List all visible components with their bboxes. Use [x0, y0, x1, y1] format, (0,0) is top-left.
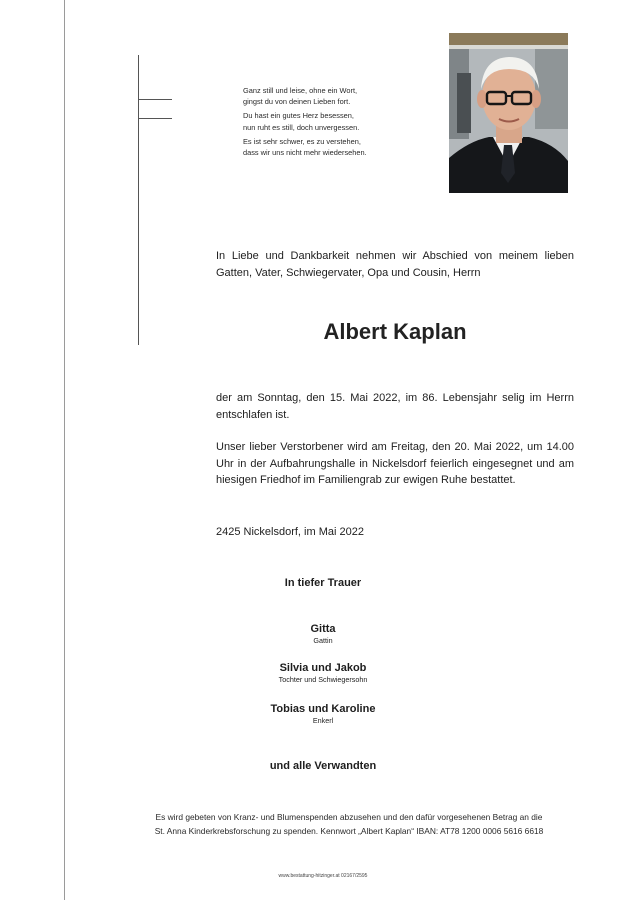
mourner-name: Tobias und Karoline [270, 703, 376, 715]
poem [243, 85, 443, 161]
mourner-name: Gitta [310, 623, 336, 635]
portrait-image [449, 33, 568, 193]
poem-stanza [243, 85, 443, 107]
donation-line: Es wird gebeten von Kranz- und Blumenspenden abzusehen und den dafür vorgesehenen Betrag an die [155, 812, 543, 822]
farewell-intro: In Liebe und Dankbarkeit nehmen wir Abschied von meinem lieben Gatten, Vater, Schwiegervater, Opa und Cousin, Herrn [216, 250, 574, 279]
place-date: 2425 Nickelsdorf, im Mai 2022 [216, 526, 364, 538]
funeral-info: Unser lieber Verstorbener wird am Freitag, den 20. Mai 2022, um 14.00 Uhr in der Aufbahrungshalle in Nickelsdorf feierlich eingesegnet und am hiesigen Friedhof im Familiengrab zur ewigen Ruhe bestattet. [216, 441, 574, 486]
donation-request [64, 811, 634, 838]
cross-bar-lower [138, 118, 172, 119]
donation-line: St. Anna Kinderkrebsforschung zu spenden. Kennwort „Albert Kaplan“ IBAN: AT78 1200 0006 5616 6618 [154, 825, 544, 836]
poem-line: Es ist sehr schwer, es zu verstehen, [243, 136, 361, 146]
funeral-home-footer: www.bestattung-hitzinger.at 02167/2595 [278, 873, 368, 879]
mourning-heading: In tiefer Trauer [284, 577, 362, 589]
mourner-entry [216, 661, 430, 684]
poem-line: Ganz still und leise, ohne ein Wort, [243, 86, 358, 95]
relatives-line: und alle Verwandten [269, 760, 377, 772]
poem-stanza [243, 110, 443, 132]
mourner-relation: Gattin [313, 636, 333, 645]
poem-line: gingst du von deinen Lieben fort. [243, 97, 351, 107]
mourner-relation: Tochter und Schwiegersohn [278, 675, 368, 684]
deceased-name: Albert Kaplan [323, 319, 467, 344]
poem-stanza [243, 136, 443, 158]
cross-bar-upper [138, 99, 172, 100]
poem-line: dass wir uns nicht mehr wiedersehen. [243, 148, 367, 158]
portrait-photo [449, 33, 568, 193]
death-notice: der am Sonntag, den 15. Mai 2022, im 86. Lebensjahr selig im Herrn entschlafen ist. [216, 392, 574, 421]
poem-line: nun ruht es still, doch unvergessen. [243, 122, 360, 132]
page-edge-line [64, 0, 65, 900]
mourner-entry [216, 702, 430, 725]
mourner-name: Silvia und Jakob [279, 662, 367, 674]
mourner-entry [216, 622, 430, 645]
poem-line: Du hast ein gutes Herz besessen, [243, 111, 354, 121]
mourner-relation: Enkerl [312, 716, 334, 725]
